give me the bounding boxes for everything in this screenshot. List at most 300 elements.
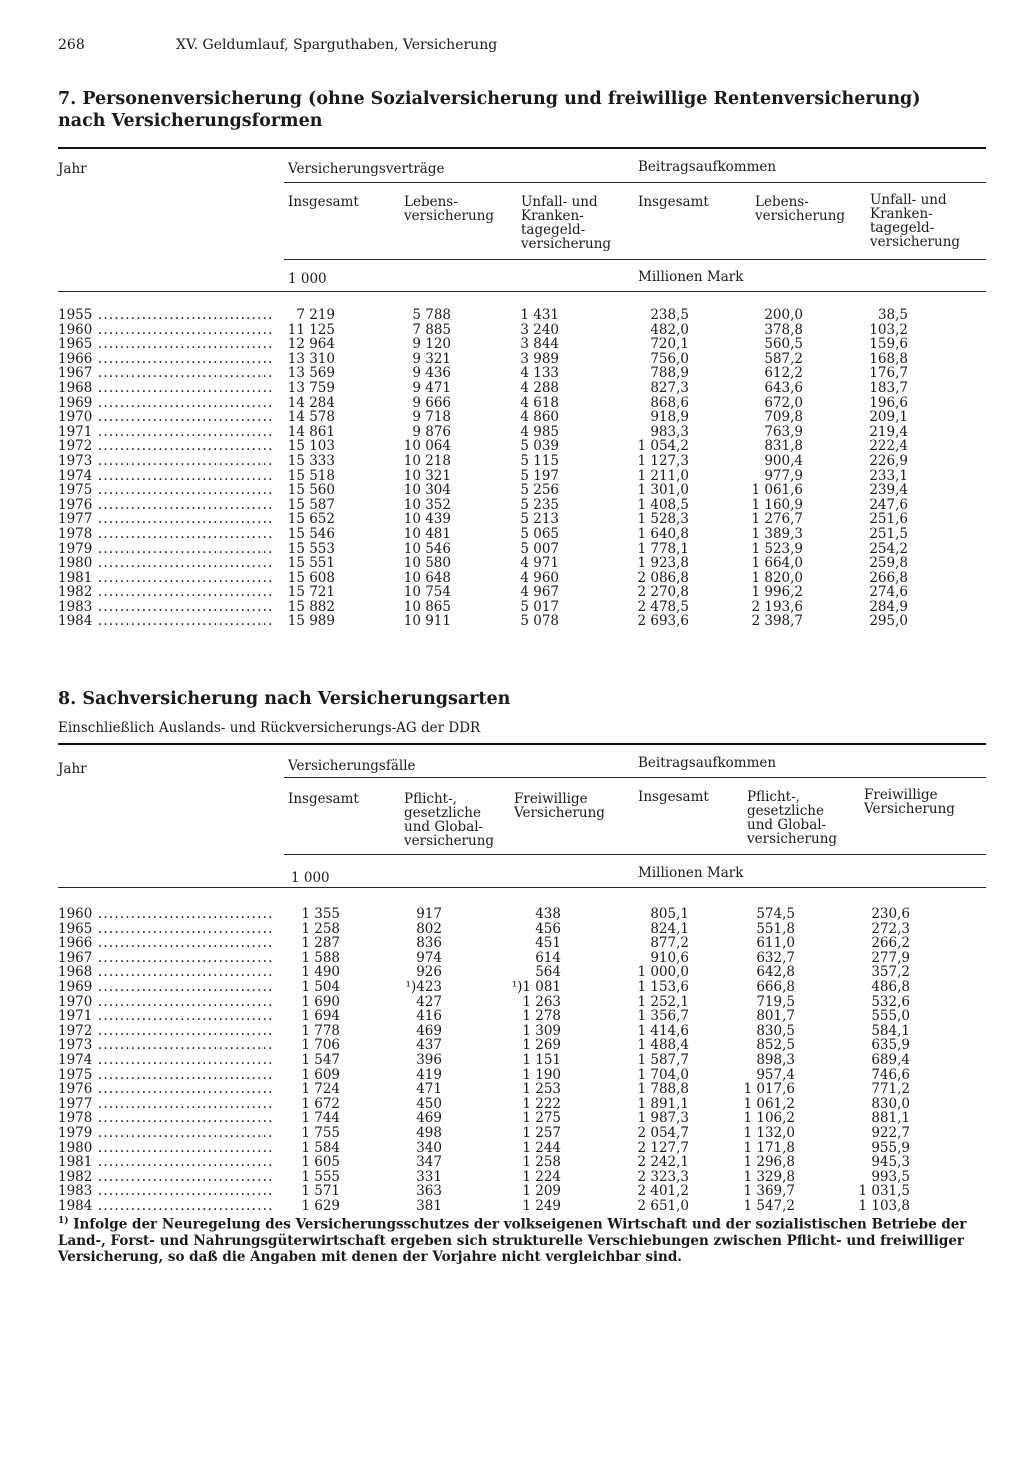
value-cell: 9 120 [412,336,451,353]
value-cell: 15 608 [287,569,335,586]
year-cell: 1968 ..... [58,381,273,396]
value-cell: 9 718 [412,409,451,426]
year-cell: 1984 ..... [58,1199,273,1214]
table-row [0,352,1024,367]
value-cell: 1 528,3 [637,511,689,528]
value-cell: 672,0 [764,394,803,411]
table-row [0,469,1024,484]
value-cell: 1 891,1 [637,1095,689,1112]
table-row [0,1053,1024,1068]
value-cell: 4 288 [520,379,559,396]
table7-title-line1: 7. Personenversicherung (ohne Sozialversicherung und freiwillige Rentenversicherung) [58,89,921,109]
value-cell: 1 252,1 [637,993,689,1010]
value-cell: 2 398,7 [751,613,803,630]
value-cell: 719,5 [756,993,795,1010]
value-cell: 642,8 [756,964,795,981]
value-cell: 266,2 [871,935,910,952]
value-cell: 14 578 [287,409,335,426]
table-row [0,527,1024,542]
value-cell: 12 964 [287,336,335,353]
value-cell: 10 218 [403,452,451,469]
value-cell: 159,6 [869,336,908,353]
table7-header-lebens1: Lebens- versicherung [404,194,495,224]
value-cell: 788,9 [650,365,689,382]
value-cell: 416 [416,1008,442,1025]
year-cell: 1965 ..... [58,337,273,352]
table-row [0,585,1024,600]
value-cell: 277,9 [871,949,910,966]
value-cell: 266,8 [869,569,908,586]
page-number: 268 [58,37,85,53]
table-row [0,396,1024,411]
value-cell: 15 652 [287,511,335,528]
value-cell: 746,6 [871,1066,910,1083]
year-cell: 1977 ..... [58,512,273,527]
value-cell: 632,7 [756,949,795,966]
table7-top-rule [58,147,986,149]
value-cell: 2 127,7 [637,1139,689,1156]
table-row [0,556,1024,571]
value-cell: 4 133 [520,365,559,382]
value-cell: 957,4 [756,1066,795,1083]
year-cell: 1978 ..... [58,1111,273,1126]
table-row [0,1097,1024,1112]
value-cell: 5 788 [412,307,451,323]
value-cell: 852,5 [756,1037,795,1054]
table-row [0,951,1024,966]
value-cell: 15 551 [287,555,335,572]
year-cell: 1972 ..... [58,439,273,454]
value-cell: 254,2 [869,540,908,557]
value-cell: 1 222 [522,1095,561,1112]
value-cell: 378,8 [764,321,803,338]
year-cell: 1976 ..... [58,1082,273,1097]
value-cell: 1 211,0 [637,467,689,484]
value-cell: 251,6 [869,511,908,528]
value-cell: 10 911 [403,613,451,630]
table8-header-freiwillig2: Freiwillige Versicherung [864,787,955,817]
value-cell: 1 249 [522,1197,561,1214]
table8-unit-millionen: Millionen Mark [638,865,744,881]
year-cell: 1968 ..... [58,965,273,980]
table7-header-jahr: Jahr [58,161,87,177]
year-cell: 1973 ..... [58,454,273,469]
value-cell: 5 256 [520,482,559,499]
value-cell: 4 960 [520,569,559,586]
table-row [0,308,1024,323]
table-row [0,614,1024,629]
value-cell: 771,2 [871,1081,910,1098]
value-cell: 10 321 [403,467,451,484]
value-cell: 910,6 [650,949,689,966]
value-cell: 830,0 [871,1095,910,1112]
value-cell: 1 490 [301,964,340,981]
value-cell: 5 039 [520,438,559,455]
value-cell: 11 125 [287,321,335,338]
table-row [0,1155,1024,1170]
value-cell: 587,2 [764,350,803,367]
value-cell: 4 967 [520,584,559,601]
value-cell: 284,9 [869,598,908,615]
value-cell: 974 [416,949,442,966]
value-cell: 196,6 [869,394,908,411]
value-cell: 955,9 [871,1139,910,1156]
year-cell: 1979 ..... [58,1126,273,1141]
value-cell: 456 [535,920,561,937]
year-cell: 1970 ..... [58,410,273,425]
table7-title-line2: nach Versicherungsformen [58,111,323,131]
table8-top-rule [58,743,986,745]
value-cell: 15 989 [287,613,335,630]
table-row [0,483,1024,498]
value-cell: 1 778,1 [637,540,689,557]
table-row [0,381,1024,396]
year-cell: 1971 ..... [58,425,273,440]
value-cell: 1 706 [301,1037,340,1054]
value-cell: 1 276,7 [751,511,803,528]
value-cell: 230,6 [871,906,910,922]
value-cell: 1 296,8 [743,1154,795,1171]
table-row [0,1170,1024,1185]
value-cell: 802 [416,920,442,937]
year-cell: 1974 ..... [58,469,273,484]
value-cell: 1 664,0 [751,555,803,572]
year-cell: 1969 ..... [58,980,273,995]
value-cell: 560,5 [764,336,803,353]
value-cell: 532,6 [871,993,910,1010]
value-cell: 2 693,6 [637,613,689,630]
value-cell: 5 078 [520,613,559,630]
value-cell: 347 [416,1154,442,1171]
value-cell: 3 989 [520,350,559,367]
table8-header-bottom-rule [58,887,986,888]
year-cell: 1977 ..... [58,1097,273,1112]
value-cell: 1 788,8 [637,1081,689,1098]
value-cell: 555,0 [871,1008,910,1025]
value-cell: 1 153,6 [637,978,689,995]
value-cell: 1 523,9 [751,540,803,557]
year-cell: 1980 ..... [58,556,273,571]
value-cell: 756,0 [650,350,689,367]
value-cell: 1 778 [301,1022,340,1039]
value-cell: 438 [535,906,561,922]
value-cell: 419 [416,1066,442,1083]
value-cell: 209,1 [869,409,908,426]
value-cell: 10 865 [403,598,451,615]
table7-header-bottom-rule [58,291,986,292]
table-row [0,1199,1024,1214]
value-cell: 4 985 [520,423,559,440]
value-cell: 239,4 [869,482,908,499]
table-row [0,907,1024,922]
value-cell: 381 [416,1197,442,1214]
table8-unit-tausend: 1 000 [291,870,330,886]
value-cell: 1 389,3 [751,525,803,542]
table8-header-pflicht2: Pflicht-, gesetzliche und Global- versicherung [747,789,838,847]
value-cell: 1 061,6 [751,482,803,499]
value-cell: 977,9 [764,467,803,484]
year-cell: 1983 ..... [58,1184,273,1199]
table-row [0,965,1024,980]
value-cell: 830,5 [756,1022,795,1039]
year-cell: 1965 ..... [58,922,273,937]
value-cell: 1 355 [301,906,340,922]
value-cell: 15 333 [287,452,335,469]
value-cell: 1 605 [301,1154,340,1171]
table8-title: 8. Sachversicherung nach Versicherungsarten [58,689,511,709]
table7-header-unfall1: Unfall- und Kranken- tagegeld- versicherung [521,194,612,252]
year-cell: 1971 ..... [58,1009,273,1024]
table-row [0,454,1024,469]
value-cell: 1 629 [301,1197,340,1214]
year-cell: 1983 ..... [58,600,273,615]
value-cell: 15 103 [287,438,335,455]
value-cell: 1 724 [301,1081,340,1098]
year-cell: 1955 ..... [58,308,273,323]
year-cell: 1966 ..... [58,936,273,951]
year-cell: 1978 ..... [58,527,273,542]
table8-group-rule [284,777,986,778]
value-cell: 7 885 [412,321,451,338]
year-cell: 1980 ..... [58,1141,273,1156]
value-cell: 1 244 [522,1139,561,1156]
value-cell: 437 [416,1037,442,1054]
value-cell: 1 555 [301,1168,340,1185]
value-cell: 1 127,3 [637,452,689,469]
value-cell: 15 587 [287,496,335,513]
year-cell: 1966 ..... [58,352,273,367]
value-cell: 4 618 [520,394,559,411]
value-cell: 13 759 [287,379,335,396]
value-cell: 763,9 [764,423,803,440]
value-cell: 251,5 [869,525,908,542]
footnote-text: Infolge der Neuregelung des Versicherungsschutzes der volkseigenen Wirtschaft und der sozialistischen Betriebe der Land-, Forst- und Nahrungsgüterwirtschaft ergeben sich strukturelle Verschiebungen zwischen Pflicht- und freiwilliger Versicherung, so daß die Angaben mit denen der Vorjahre nicht vergleichbar sind. [58,1216,967,1265]
value-cell: 15 518 [287,467,335,484]
table-row [0,337,1024,352]
value-cell: 831,8 [764,438,803,455]
value-cell: 1 151 [522,1051,561,1068]
value-cell: 1 547 [301,1051,340,1068]
year-cell: 1982 ..... [58,1170,273,1185]
value-cell: 3 240 [520,321,559,338]
value-cell: 10 352 [403,496,451,513]
value-cell: 1 356,7 [637,1008,689,1025]
value-cell: 564 [535,964,561,981]
value-cell: 5 007 [520,540,559,557]
value-cell: 805,1 [650,906,689,922]
table-row [0,410,1024,425]
year-cell: 1981 ..... [58,571,273,586]
value-cell: 2 242,1 [637,1154,689,1171]
value-cell: 9 321 [412,350,451,367]
page-header [58,37,497,53]
value-cell: 222,4 [869,438,908,455]
value-cell: 1 253 [522,1081,561,1098]
value-cell: 451 [535,935,561,952]
year-cell: 1981 ..... [58,1155,273,1170]
table-row [0,1038,1024,1053]
value-cell: 15 553 [287,540,335,557]
value-cell: 238,5 [650,307,689,323]
value-cell: 233,1 [869,467,908,484]
value-cell: 635,9 [871,1037,910,1054]
value-cell: 274,6 [869,584,908,601]
value-cell: 5 017 [520,598,559,615]
table7-header-insgesamt1: Insgesamt [288,194,359,210]
table7-unit-millionen: Millionen Mark [638,269,744,285]
value-cell: 1 263 [522,993,561,1010]
value-cell: 2 193,6 [751,598,803,615]
value-cell: 1 369,7 [743,1183,795,1200]
table-row [0,1068,1024,1083]
value-cell: 993,5 [871,1168,910,1185]
value-cell: 1 744 [301,1110,340,1127]
value-cell: 612,2 [764,365,803,382]
value-cell: 611,0 [756,935,795,952]
value-cell: 918,9 [650,409,689,426]
value-cell: 168,8 [869,350,908,367]
value-cell: 247,6 [869,496,908,513]
value-cell: 103,2 [869,321,908,338]
value-cell: 1 571 [301,1183,340,1200]
value-cell: 450 [416,1095,442,1112]
value-cell: 1 690 [301,993,340,1010]
value-cell: 2 270,8 [637,584,689,601]
year-cell: 1982 ..... [58,585,273,600]
value-cell: 1 103,8 [858,1197,910,1214]
value-cell: 9 436 [412,365,451,382]
value-cell: 2 478,5 [637,598,689,615]
value-cell: 4 860 [520,409,559,426]
value-cell: 38,5 [877,307,908,323]
table7-group-rule [284,182,986,183]
value-cell: 584,1 [871,1022,910,1039]
table7-header-lebens2: Lebens- versicherung [755,194,846,224]
value-cell: 5 235 [520,496,559,513]
value-cell: 363 [416,1183,442,1200]
value-cell: 1 258 [522,1154,561,1171]
table-row [0,1082,1024,1097]
value-cell: 10 648 [403,569,451,586]
value-cell: 2 054,7 [637,1124,689,1141]
value-cell: 900,4 [764,452,803,469]
value-cell: 1 224 [522,1168,561,1185]
value-cell: 922,7 [871,1124,910,1141]
value-cell: 486,8 [871,978,910,995]
value-cell: 2 401,2 [637,1183,689,1200]
table8-footnote [58,1213,994,1265]
year-cell: 1967 ..... [58,951,273,966]
value-cell: 183,7 [869,379,908,396]
value-cell: 1 017,6 [743,1081,795,1098]
value-cell: 15 546 [287,525,335,542]
year-cell: 1960 ..... [58,907,273,922]
value-cell: 666,8 [756,978,795,995]
table-row [0,542,1024,557]
table-row [0,922,1024,937]
value-cell: 1 287 [301,935,340,952]
value-cell: 10 580 [403,555,451,572]
year-cell: 1960 ..... [58,323,273,338]
table-row [0,366,1024,381]
value-cell: 1 275 [522,1110,561,1127]
value-cell: 1 160,9 [751,496,803,513]
year-cell: 1974 ..... [58,1053,273,1068]
value-cell: ¹)1 081 [511,978,561,995]
value-cell: 868,6 [650,394,689,411]
value-cell: 1 996,2 [751,584,803,601]
value-cell: 9 666 [412,394,451,411]
table7-header-insgesamt2: Insgesamt [638,194,709,210]
value-cell: 614 [535,949,561,966]
value-cell: 498 [416,1124,442,1141]
chapter-title: XV. Geldumlauf, Sparguthaben, Versicherung [176,37,498,53]
table-row [0,498,1024,513]
value-cell: 10 754 [403,584,451,601]
value-cell: 1 504 [301,978,340,995]
value-cell: 689,4 [871,1051,910,1068]
table7-header-vertraege: Versicherungsverträge [288,161,445,177]
value-cell: 5 213 [520,511,559,528]
value-cell: 9 471 [412,379,451,396]
value-cell: 1 301,0 [637,482,689,499]
value-cell: 551,8 [756,920,795,937]
value-cell: 1 031,5 [858,1183,910,1200]
value-cell: 15 560 [287,482,335,499]
value-cell: 720,1 [650,336,689,353]
value-cell: 427 [416,993,442,1010]
value-cell: 357,2 [871,964,910,981]
table-row [0,323,1024,338]
value-cell: 2 086,8 [637,569,689,586]
value-cell: 3 844 [520,336,559,353]
value-cell: 1 000,0 [637,964,689,981]
value-cell: 295,0 [869,613,908,630]
value-cell: 898,3 [756,1051,795,1068]
table-row [0,1184,1024,1199]
value-cell: 219,4 [869,423,908,440]
value-cell: 14 284 [287,394,335,411]
value-cell: 1 190 [522,1066,561,1083]
value-cell: ¹)423 [405,978,442,995]
value-cell: 7 219 [296,307,335,323]
value-cell: 1 587,7 [637,1051,689,1068]
value-cell: 983,3 [650,423,689,440]
year-cell: 1976 ..... [58,498,273,513]
value-cell: 1 106,2 [743,1110,795,1127]
year-cell: 1984 ..... [58,614,273,629]
value-cell: 1 672 [301,1095,340,1112]
value-cell: 1 269 [522,1037,561,1054]
value-cell: 14 861 [287,423,335,440]
value-cell: 4 971 [520,555,559,572]
value-cell: 471 [416,1081,442,1098]
value-cell: 1 309 [522,1022,561,1039]
table8-header-freiwillig1: Freiwillige Versicherung [514,791,605,821]
table-row [0,1111,1024,1126]
table-row [0,600,1024,615]
value-cell: 709,8 [764,409,803,426]
value-cell: 1 640,8 [637,525,689,542]
table-row [0,1126,1024,1141]
value-cell: 1 609 [301,1066,340,1083]
value-cell: 801,7 [756,1008,795,1025]
value-cell: 5 115 [520,452,559,469]
table-row [0,1141,1024,1156]
year-cell: 1973 ..... [58,1038,273,1053]
value-cell: 10 481 [403,525,451,542]
value-cell: 9 876 [412,423,451,440]
